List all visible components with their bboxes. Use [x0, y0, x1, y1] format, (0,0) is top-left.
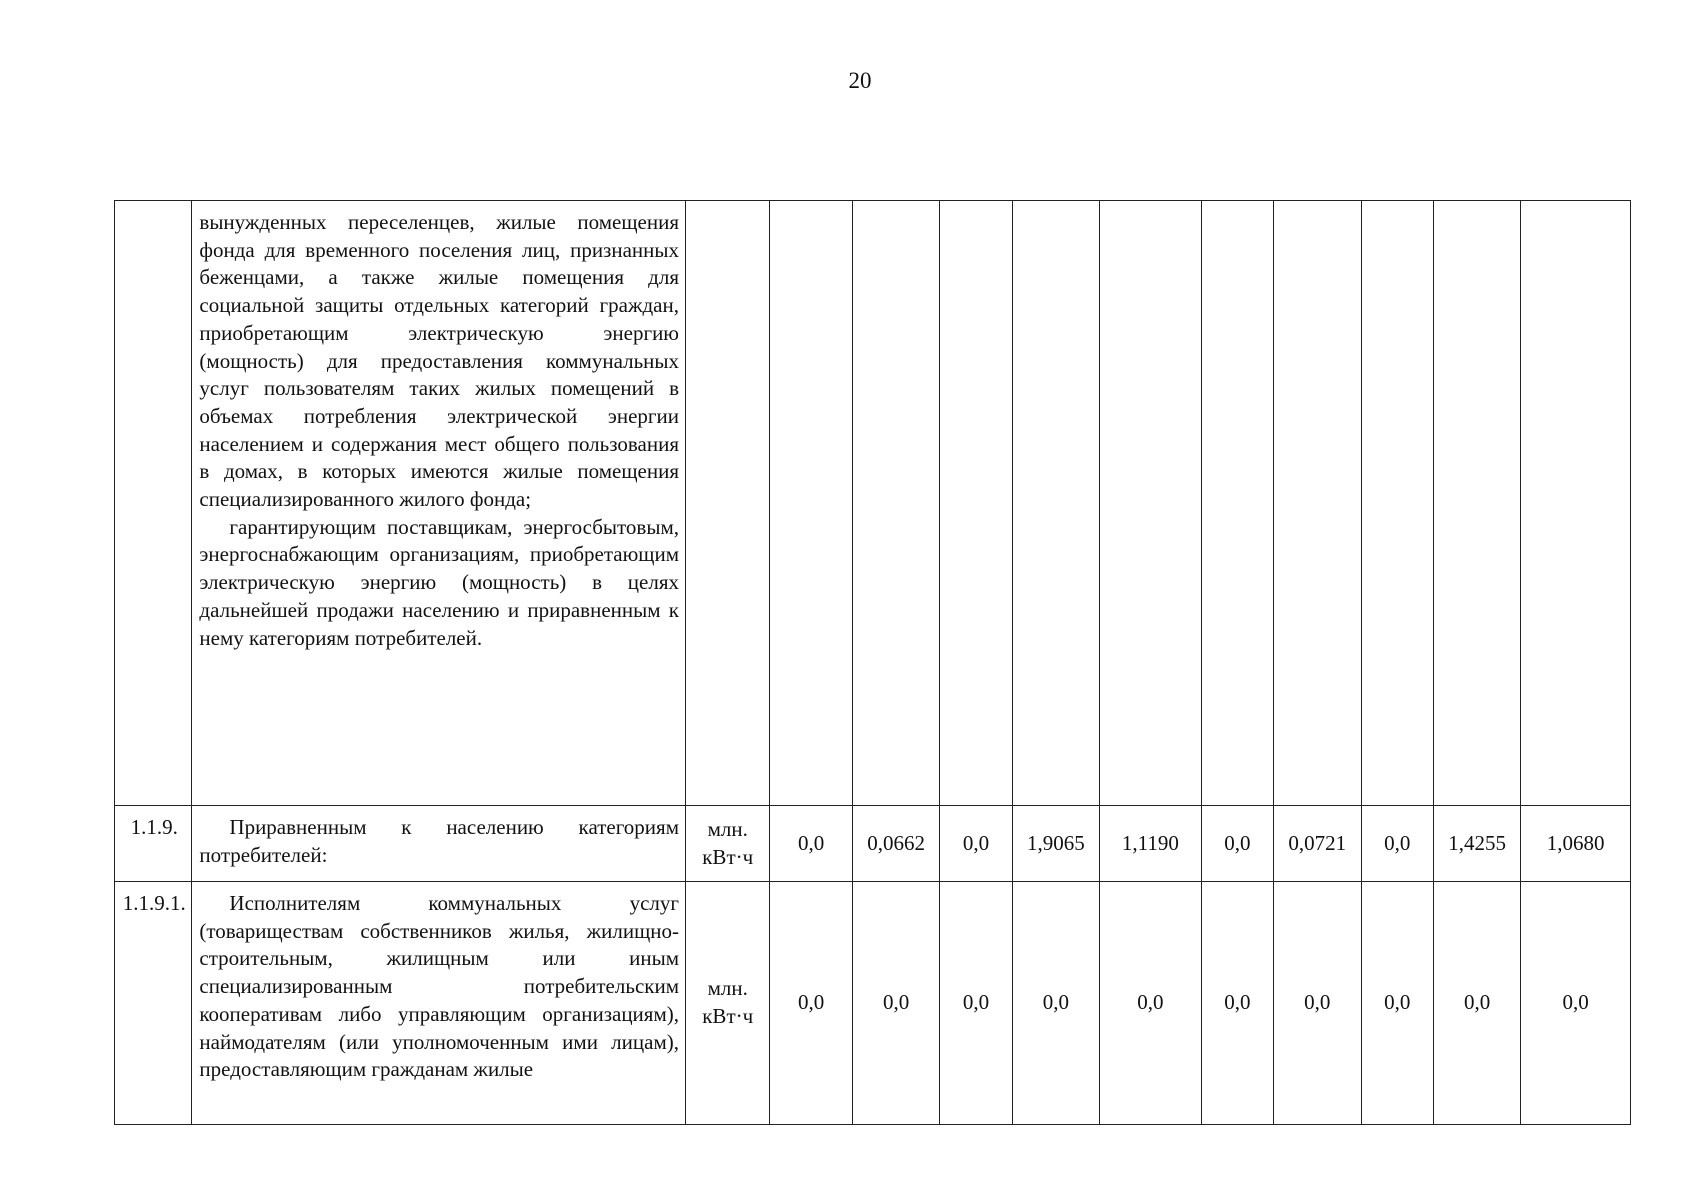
unit-cell: млн. кВт·ч — [686, 806, 770, 882]
unit-cell — [686, 201, 770, 806]
description-paragraph: гарантирующим поставщикам, энергосбытовым, энергоснабжающим организациям, приобретающим электрическую энергию (мощность) в целях дальнейшей продажи населению и приравненным к нему категориям потребителей. — [199, 514, 679, 650]
value-cell: 0,0 — [852, 882, 939, 1125]
value-cell: 1,4255 — [1433, 806, 1520, 882]
unit-cell: млн. кВт·ч — [686, 882, 770, 1125]
value-cell — [1100, 201, 1202, 806]
value-cell: 0,0 — [940, 882, 1012, 1125]
value-cell: 0,0 — [940, 806, 1012, 882]
value-cell: 0,0 — [1433, 882, 1520, 1125]
value-cell: 1,9065 — [1012, 806, 1099, 882]
value-cell: 0,0 — [1100, 882, 1202, 1125]
row-number — [115, 201, 192, 806]
value-cell: 0,0 — [1012, 882, 1099, 1125]
value-cell: 0,0 — [770, 806, 852, 882]
table-row — [115, 201, 1631, 806]
page-number: 20 — [848, 68, 872, 93]
description-paragraph: Приравненным к населению категориям потребителей: — [199, 815, 679, 867]
value-cell — [1433, 201, 1520, 806]
value-cell: 0,0 — [1361, 806, 1433, 882]
row-number: 1.1.9. — [115, 806, 192, 882]
value-cell — [940, 201, 1012, 806]
description-paragraph: Исполнителям коммунальных услуг (товариществам собственников жилья, жилищно-строительным, жилищным или иным специализированным потребительским кооперативам либо управляющим организациям), наймодателям (или уполномоченным ими лицам), предоставляющим гражданам жилые — [199, 891, 679, 1082]
value-cell: 0,0 — [1521, 882, 1631, 1125]
row-number: 1.1.9.1. — [115, 882, 192, 1125]
value-cell — [1521, 201, 1631, 806]
table-row — [115, 806, 1631, 882]
value-cell — [1274, 201, 1361, 806]
value-cell — [852, 201, 939, 806]
row-description — [192, 201, 686, 806]
table-row — [115, 882, 1631, 1125]
row-description — [192, 882, 686, 1125]
value-cell: 0,0 — [1201, 806, 1273, 882]
value-cell — [770, 201, 852, 806]
value-cell: 0,0 — [1274, 882, 1361, 1125]
value-cell: 1,1190 — [1100, 806, 1202, 882]
value-cell: 1,0680 — [1521, 806, 1631, 882]
description-paragraph: вынужденных переселенцев, жилые помещения фонда для временного поселения лиц, признанных беженцами, а также жилые помещения для социальной защиты отдельных категорий граждан, приобретающим электрическую энергию (мощность) для предоставления коммунальных услуг пользователям таких жилых помещений в объемах потребления электрической энергии населением и содержания мест общего пользования в домах, в которых имеются жилые помещения специализированного жилого фонда; — [199, 210, 679, 512]
value-cell — [1201, 201, 1273, 806]
row-description — [192, 806, 686, 882]
value-cell: 0,0721 — [1274, 806, 1361, 882]
value-cell — [1361, 201, 1433, 806]
tariff-table — [114, 200, 1631, 1125]
value-cell: 0,0 — [770, 882, 852, 1125]
value-cell: 0,0 — [1361, 882, 1433, 1125]
value-cell: 0,0662 — [852, 806, 939, 882]
value-cell: 0,0 — [1201, 882, 1273, 1125]
value-cell — [1012, 201, 1099, 806]
